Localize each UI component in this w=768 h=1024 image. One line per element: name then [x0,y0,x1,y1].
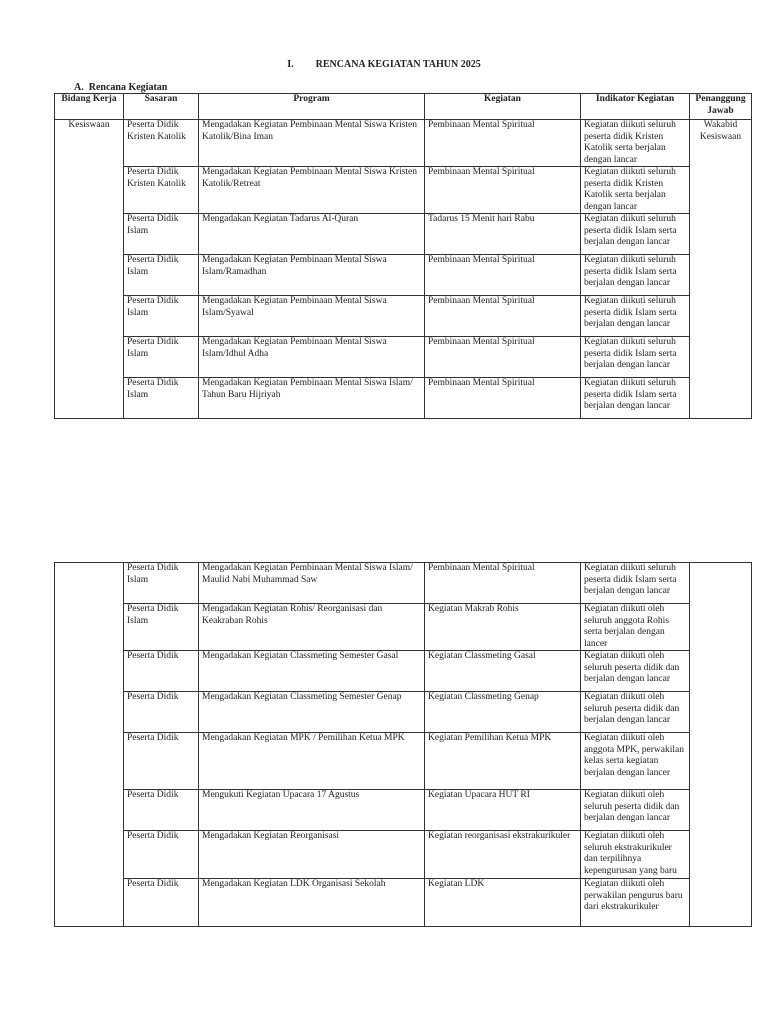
sasaran-cell: Peserta Didik Islam [124,214,199,255]
indikator-cell: Kegiatan diikuti seluruh peserta didik Islam serta berjalan dengan lancar [581,563,690,604]
indikator-cell: Kegiatan diikuti oleh anggota MPK, perwakilan kelas serta kegiatan berjalan dengan lancer [581,733,690,790]
column-header-indikator: Indikator Kegiatan [581,94,690,120]
kegiatan-cell: Kegiatan Classmeting Genap [425,692,581,733]
section-title: RENCANA KEGIATAN TAHUN 2025 [315,59,481,70]
section-number: I. [287,59,294,70]
program-cell: Mengadakan Kegiatan Pembinaan Mental Siswa Kristen Katolik/Bina Iman [199,120,425,167]
sasaran-cell: Peserta Didik [124,692,199,733]
indikator-cell: Kegiatan diikuti oleh seluruh peserta didik dan berjalan dengan lancar [581,790,690,831]
table-row [55,214,752,255]
indikator-cell: Kegiatan diikuti seluruh peserta didik Islam serta berjalan dengan lancar [581,337,690,378]
table-row [55,167,752,214]
program-cell: Mengukuti Kegiatan Upacara 17 Agustus [199,790,425,831]
program-cell: Mengadakan Kegiatan Classmeting Semester Genap [199,692,425,733]
kegiatan-cell: Pembinaan Mental Spiritual [425,563,581,604]
kegiatan-cell: Tadarus 15 Menit hari Rabu [425,214,581,255]
program-cell: Mengadakan Kegiatan Pembinaan Mental Siswa Islam/Idhul Adha [199,337,425,378]
section-heading [0,59,768,70]
kegiatan-cell: Kegiatan Upacara HUT RI [425,790,581,831]
sasaran-cell: Peserta Didik Islam [124,337,199,378]
kegiatan-cell: Pembinaan Mental Spiritual [425,337,581,378]
program-cell: Mengadakan Kegiatan Pembinaan Mental Siswa Islam/ Maulid Nabi Muhammad Saw [199,563,425,604]
indikator-cell: Kegiatan diikuti seluruh peserta didik Islam serta berjalan dengan lancar [581,214,690,255]
program-cell: Mengadakan Kegiatan Rohis/ Reorganisasi dan Keakraban Rohis [199,604,425,651]
sasaran-cell: Peserta Didik [124,790,199,831]
kegiatan-cell: Kegiatan reorganisasi ekstrakurikuler [425,831,581,879]
bidang-kerja-cell [55,563,124,927]
indikator-cell: Kegiatan diikuti oleh seluruh peserta didik dan berjalan dengan lancar [581,692,690,733]
column-header-penanggung-jawab: Penanggung Jawab [690,94,752,120]
table-row [55,831,752,879]
activity-plan-table-continued [54,562,752,927]
activity-plan-table [54,93,752,419]
program-cell: Mengadakan Kegiatan LDK Organisasi Sekolah [199,879,425,927]
subsection-title: Rencana Kegiatan [88,82,168,93]
kegiatan-cell: Pembinaan Mental Spiritual [425,255,581,296]
program-cell: Mengadakan Kegiatan Reorganisasi [199,831,425,879]
table-row [55,120,752,167]
table-row [55,563,752,604]
indikator-cell: Kegiatan diikuti seluruh peserta didik Islam serta berjalan dengan lancar [581,296,690,337]
program-cell: Mengadakan Kegiatan Pembinaan Mental Siswa Kristen Katolik/Retreat [199,167,425,214]
column-header-program: Program [199,94,425,120]
subsection-letter: A. [74,82,84,93]
table-row [55,604,752,651]
sasaran-cell: Peserta Didik [124,831,199,879]
subsection-heading [74,82,167,93]
kegiatan-cell: Kegiatan Classmeting Gasal [425,651,581,692]
kegiatan-cell: Kegiatan LDK [425,879,581,927]
kegiatan-cell: Kegiatan Makrab Rohis [425,604,581,651]
sasaran-cell: Peserta Didik Islam [124,604,199,651]
table-row [55,733,752,790]
indikator-cell: Kegiatan diikuti oleh perwakilan pengurus baru dari ekstrakurikuler [581,879,690,927]
penanggung-jawab-cell [690,563,752,927]
table-row [55,378,752,419]
indikator-cell: Kegiatan diikuti seluruh peserta didik Kristen Katolik serta berjalan dengan lancar [581,120,690,167]
program-cell: Mengadakan Kegiatan Pembinaan Mental Siswa Islam/Ramadhan [199,255,425,296]
indikator-cell: Kegiatan diikuti seluruh peserta didik Kristen Katolik serta berjalan dengan lancar [581,167,690,214]
kegiatan-cell: Pembinaan Mental Spiritual [425,167,581,214]
indikator-cell: Kegiatan diikuti oleh seluruh anggota Rohis serta berjalan dengan lancer [581,604,690,651]
program-cell: Mengadakan Kegiatan Pembinaan Mental Siswa Islam/Syawal [199,296,425,337]
sasaran-cell: Peserta Didik Kristen Katolik [124,120,199,167]
table-row [55,692,752,733]
table-row [55,296,752,337]
sasaran-cell: Peserta Didik Islam [124,378,199,419]
sasaran-cell: Peserta Didik Islam [124,296,199,337]
program-cell: Mengadakan Kegiatan Classmeting Semester Gasal [199,651,425,692]
kegiatan-cell: Kegiatan Pemilihan Ketua MPK [425,733,581,790]
sasaran-cell: Peserta Didik Kristen Katolik [124,167,199,214]
table-header-row [55,94,752,120]
program-cell: Mengadakan Kegiatan MPK / Pemilihan Ketua MPK [199,733,425,790]
kegiatan-cell: Pembinaan Mental Spiritual [425,378,581,419]
sasaran-cell: Peserta Didik Islam [124,255,199,296]
sasaran-cell: Peserta Didik [124,879,199,927]
kegiatan-cell: Pembinaan Mental Spiritual [425,120,581,167]
program-cell: Mengadakan Kegiatan Tadarus Al-Quran [199,214,425,255]
sasaran-cell: Peserta Didik [124,651,199,692]
table-row [55,337,752,378]
sasaran-cell: Peserta Didik Islam [124,563,199,604]
table-row [55,790,752,831]
penanggung-jawab-cell: Wakabid Kesiswaan [690,120,752,419]
sasaran-cell: Peserta Didik [124,733,199,790]
indikator-cell: Kegiatan diikuti oleh seluruh peserta didik dan berjalan dengan lancar [581,651,690,692]
table-row [55,651,752,692]
indikator-cell: Kegiatan diikuti seluruh peserta didik Islam serta berjalan dengan lancar [581,378,690,419]
program-cell: Mengadakan Kegiatan Pembinaan Mental Siswa Islam/ Tahun Baru Hijriyah [199,378,425,419]
column-header-kegiatan: Kegiatan [425,94,581,120]
indikator-cell: Kegiatan diikuti oleh seluruh ekstrakurikuler dan terpilihnya kepengurusan yang baru [581,831,690,879]
table-row [55,255,752,296]
table-row [55,879,752,927]
kegiatan-cell: Pembinaan Mental Spiritual [425,296,581,337]
bidang-kerja-cell: Kesiswaan [55,120,124,419]
indikator-cell: Kegiatan diikuti seluruh peserta didik Islam serta berjalan dengan lancar [581,255,690,296]
column-header-sasaran: Sasaran [124,94,199,120]
column-header-bidang-kerja: Bidang Kerja [55,94,124,120]
